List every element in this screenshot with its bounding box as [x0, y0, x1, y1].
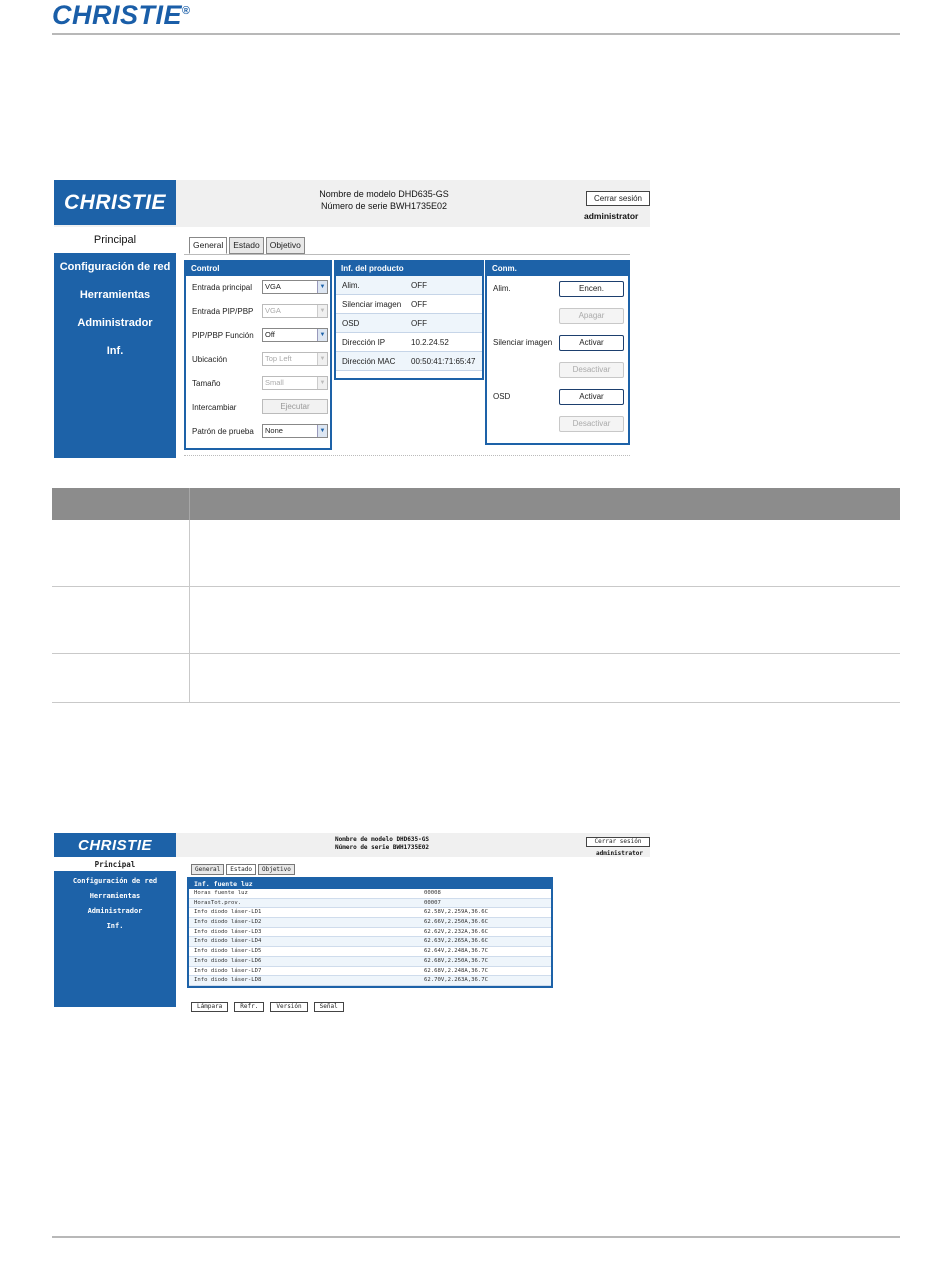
power-on-button[interactable]: Encen.	[559, 281, 624, 297]
chevron-down-icon: ▼	[317, 425, 327, 437]
tab-objetivo[interactable]: Objetivo	[258, 864, 295, 875]
size-select: Small ▼	[262, 376, 328, 390]
model-info	[254, 188, 514, 212]
serial-number: Número de serie BWH1735E02	[335, 844, 429, 851]
control-row	[186, 372, 330, 396]
tab-general[interactable]: General	[189, 237, 227, 254]
web-ui-screenshot-status	[54, 833, 650, 1013]
sidebar-nav	[54, 871, 176, 1007]
osd-activate-button[interactable]: Activar	[559, 389, 624, 405]
info-row-power: Alim. OFF	[336, 276, 482, 295]
mute-deactivate-button: Desactivar	[559, 362, 624, 378]
nav-item-tools[interactable]: Herramientas	[79, 289, 151, 301]
control-row	[186, 324, 330, 348]
tab-bar	[189, 237, 305, 254]
light-source-title: Inf. fuente luz	[189, 879, 551, 889]
control-row	[186, 396, 330, 420]
table-row	[52, 520, 900, 587]
chevron-down-icon: ▼	[317, 329, 327, 341]
chevron-down-icon: ▼	[317, 377, 327, 389]
username: administrator	[584, 211, 639, 221]
switch-row	[487, 357, 628, 384]
table-header	[52, 488, 900, 520]
location-select: Top Left ▼	[262, 352, 328, 366]
model-name: Nombre de modelo DHD635-GS	[319, 189, 449, 199]
nav-item-admin[interactable]: Administrador	[77, 317, 153, 329]
chevron-down-icon: ▼	[317, 353, 327, 365]
switch-row	[487, 303, 628, 330]
control-row	[186, 300, 330, 324]
header-rule	[52, 33, 900, 35]
ui-logo: CHRISTIE	[54, 180, 176, 225]
nav-item-network[interactable]: Configuración de red	[72, 877, 158, 885]
switch-title: Conm.	[487, 262, 628, 276]
tab-objetivo[interactable]: Objetivo	[266, 237, 305, 254]
nav-item-info[interactable]: Inf.	[106, 922, 124, 930]
switch-row: Alim. Encen.	[487, 276, 628, 303]
table-row	[52, 654, 900, 703]
tab-estado[interactable]: Estado	[226, 864, 256, 875]
nav-item-principal[interactable]: Principal	[93, 234, 137, 246]
swap-execute-button: Ejecutar	[262, 399, 328, 414]
pip-function-label: PIP/PBP Función	[192, 331, 254, 340]
tab-general[interactable]: General	[191, 864, 224, 875]
lamp-button[interactable]: Lámpara	[191, 1002, 228, 1012]
model-name: Nombre de modelo DHD635-GS	[335, 836, 429, 843]
info-row-mac: Dirección MAC 00:50:41:71:65:47	[336, 352, 482, 371]
list-item: Info diodo láser-LD5 62.64V,2.248A,36.7C	[189, 947, 551, 957]
status-buttons	[191, 1002, 344, 1012]
list-item: Info diodo láser-LD2 62.66V,2.250A,36.6C	[189, 918, 551, 928]
switch-row	[487, 411, 628, 438]
divider	[184, 455, 630, 456]
location-label: Ubicación	[192, 355, 228, 364]
control-row	[186, 420, 330, 444]
pip-input-select: VGA ▼	[262, 304, 328, 318]
christie-logo: CHRISTIE®	[52, 0, 191, 30]
list-item: Info diodo láser-LD1 62.58V,2.259A,36.6C	[189, 908, 551, 918]
tab-bar	[191, 864, 295, 875]
version-button[interactable]: Versión	[270, 1002, 307, 1012]
logout-button[interactable]: Cerrar sesión	[586, 837, 650, 847]
nav-item-network[interactable]: Configuración de red	[59, 261, 171, 273]
list-item: Info diodo láser-LD8 62.70V,2.263A,36.7C	[189, 976, 551, 986]
list-item: Info diodo láser-LD3 62.62V,2.232A,36.6C	[189, 928, 551, 938]
username: administrator	[596, 850, 643, 857]
main-input-label: Entrada principal	[192, 283, 253, 292]
tab-estado[interactable]: Estado	[229, 237, 263, 254]
list-item: Info diodo láser-LD4 62.63V,2.265A,36.6C	[189, 937, 551, 947]
nav-item-admin[interactable]: Administrador	[87, 907, 143, 915]
logout-button[interactable]: Cerrar sesión	[586, 191, 650, 206]
pip-function-select[interactable]: Off ▼	[262, 328, 328, 342]
control-row	[186, 348, 330, 372]
list-item: Info diodo láser-LD7 62.68V,2.248A,36.7C	[189, 967, 551, 977]
size-label: Tamaño	[192, 379, 221, 388]
ui-logo: CHRISTIE	[54, 833, 176, 857]
signal-button[interactable]: Señal	[314, 1002, 344, 1012]
info-row-mute: Silenciar imagen OFF	[336, 295, 482, 314]
test-pattern-select[interactable]: None ▼	[262, 424, 328, 438]
product-info-panel	[334, 260, 484, 380]
footer-rule	[52, 1236, 900, 1238]
osd-deactivate-button: Desactivar	[559, 416, 624, 432]
control-panel	[184, 260, 332, 450]
sidebar-nav	[54, 253, 176, 458]
list-item: Horas fuente luz 00008	[189, 889, 551, 899]
info-row-ip: Dirección IP 10.2.24.52	[336, 333, 482, 352]
tab-underline	[184, 254, 630, 255]
main-input-select[interactable]: VGA ▼	[262, 280, 328, 294]
product-info-title: Inf. del producto	[336, 262, 482, 276]
info-row-osd: OSD OFF	[336, 314, 482, 333]
switch-row: OSD Activar	[487, 384, 628, 411]
nav-item-tools[interactable]: Herramientas	[89, 892, 141, 900]
web-ui-screenshot-general	[54, 180, 650, 458]
swap-label: Intercambiar	[192, 403, 237, 412]
control-title: Control	[186, 262, 330, 276]
refresh-button[interactable]: Refr.	[234, 1002, 264, 1012]
chevron-down-icon: ▼	[317, 305, 327, 317]
list-item: Info diodo láser-LD6 62.68V,2.250A,36.7C	[189, 957, 551, 967]
test-pattern-label: Patrón de prueba	[192, 427, 254, 436]
power-off-button: Apagar	[559, 308, 624, 324]
nav-item-principal[interactable]: Principal	[94, 860, 136, 869]
switch-row: Silenciar imagen Activar	[487, 330, 628, 357]
pip-input-label: Entrada PIP/PBP	[192, 307, 254, 316]
switch-panel	[485, 260, 630, 445]
control-row	[186, 276, 330, 300]
description-table	[52, 488, 900, 703]
light-source-panel	[187, 877, 553, 988]
chevron-down-icon: ▼	[317, 281, 327, 293]
table-row	[52, 587, 900, 654]
serial-number: Número de serie BWH1735E02	[320, 201, 448, 211]
mute-activate-button[interactable]: Activar	[559, 335, 624, 351]
model-info	[282, 836, 482, 852]
list-item: HorasTot.prov. 00007	[189, 899, 551, 909]
nav-item-info[interactable]: Inf.	[106, 345, 124, 357]
